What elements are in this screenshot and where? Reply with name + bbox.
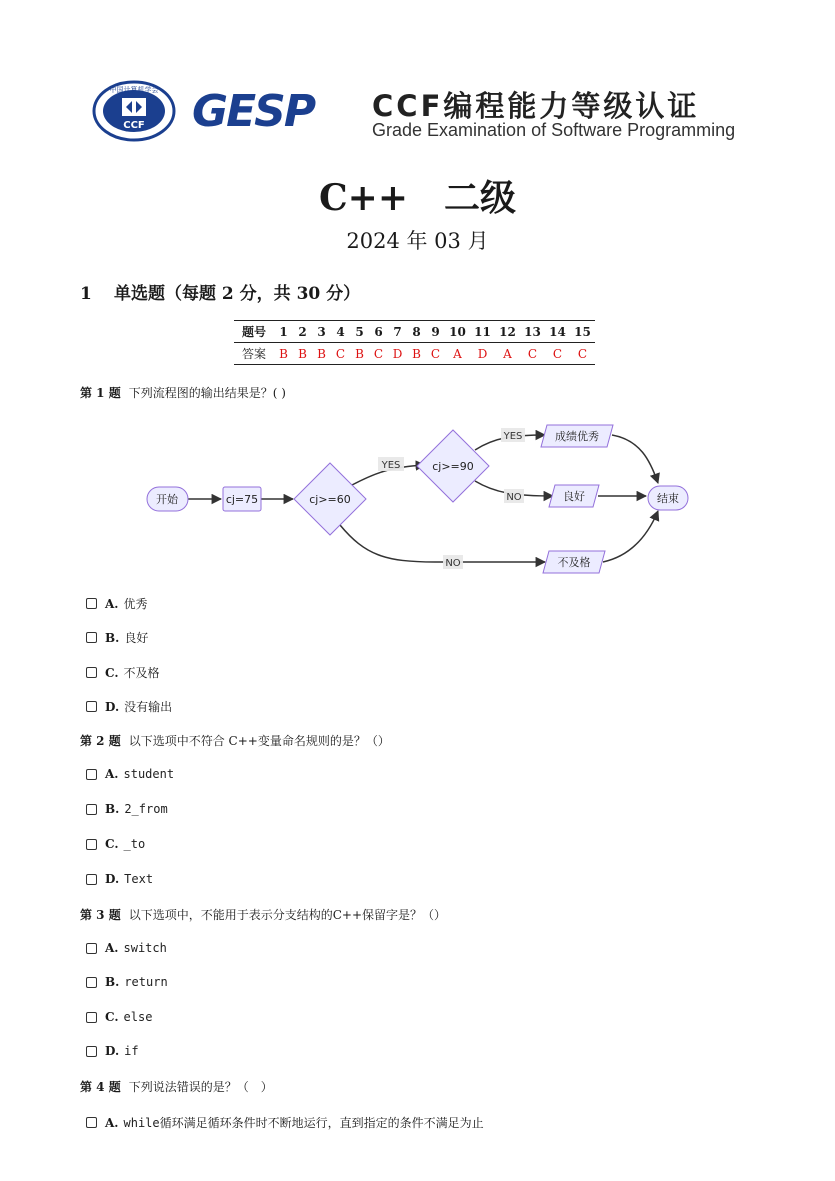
question-number: 12 bbox=[499, 324, 516, 339]
node-start-label: 开始 bbox=[156, 493, 178, 506]
answer-value: C bbox=[373, 346, 384, 361]
option-letter: C. bbox=[105, 665, 119, 680]
option-letter: D. bbox=[105, 699, 120, 714]
answer-table bbox=[234, 320, 595, 365]
answer-value: B bbox=[298, 346, 307, 361]
option-text: 没有输出 bbox=[124, 700, 173, 714]
option-letter: A. bbox=[105, 767, 119, 781]
question-number: 14 bbox=[549, 324, 566, 339]
answer-value: D bbox=[477, 346, 488, 361]
option-1a[interactable] bbox=[86, 595, 148, 612]
question-1 bbox=[80, 384, 286, 401]
section-number: 1 bbox=[80, 284, 92, 304]
ccf-logo-abbr: CCF bbox=[123, 120, 145, 131]
question-text: 下列流程图的输出结果是？( ) bbox=[128, 386, 286, 400]
checkbox[interactable] bbox=[86, 1012, 97, 1023]
question-text: 下列说法错误的是？（ ） bbox=[128, 1080, 273, 1094]
option-2c[interactable] bbox=[86, 837, 145, 851]
question-number: 10 bbox=[449, 324, 466, 339]
edge-fail-end bbox=[603, 511, 658, 562]
option-3b[interactable] bbox=[86, 975, 168, 989]
ccf-logo bbox=[92, 80, 176, 142]
option-1b[interactable] bbox=[86, 629, 148, 646]
option-letter: B. bbox=[105, 802, 120, 816]
option-code: Text bbox=[124, 872, 154, 886]
option-text: 优秀 bbox=[123, 597, 148, 611]
option-text: 循环满足循环条件时不断地运行，直到指定的条件不满足为止 bbox=[159, 1116, 484, 1130]
question-number: 9 bbox=[431, 324, 440, 339]
answer-value: D bbox=[392, 346, 403, 361]
option-code: student bbox=[123, 767, 175, 781]
cert-title: CCF编程能力等级认证 bbox=[372, 89, 700, 123]
option-code: while bbox=[123, 1115, 160, 1130]
node-excellent-label: 成绩优秀 bbox=[555, 430, 599, 443]
option-letter: C. bbox=[105, 1010, 119, 1024]
question-number: 11 bbox=[474, 324, 491, 339]
row-label-answer: 答案 bbox=[241, 347, 266, 361]
checkbox[interactable] bbox=[86, 769, 97, 780]
checkbox[interactable] bbox=[86, 701, 97, 712]
question-number: 8 bbox=[412, 324, 421, 339]
option-3a[interactable] bbox=[86, 941, 167, 955]
node-cond60-label: cj>=60 bbox=[309, 493, 351, 506]
gesp-logo bbox=[192, 84, 342, 134]
checkbox[interactable] bbox=[86, 1046, 97, 1057]
ccf-logo-text: 中国计算机学会 bbox=[109, 86, 159, 94]
question-label: 第 2 题 bbox=[80, 734, 121, 748]
question-label: 第 3 题 bbox=[80, 908, 121, 922]
edge-label-no: NO bbox=[506, 492, 522, 503]
section-title: 单选题（每题 2 分，共 30 分） bbox=[114, 284, 361, 304]
question-2 bbox=[80, 732, 390, 749]
edge-cond60-fail bbox=[340, 525, 545, 562]
option-3c[interactable] bbox=[86, 1010, 152, 1024]
question-text: 以下选项中不符合 C++变量命名规则的是？（） bbox=[128, 734, 390, 748]
section-heading bbox=[80, 279, 360, 304]
flowchart bbox=[135, 415, 695, 585]
question-4 bbox=[80, 1078, 273, 1095]
node-good-label: 良好 bbox=[563, 490, 585, 503]
option-letter: B. bbox=[105, 630, 120, 645]
question-number: 4 bbox=[336, 324, 345, 339]
option-2a[interactable] bbox=[86, 767, 174, 781]
answer-value: C bbox=[577, 346, 588, 361]
option-code: else bbox=[123, 1010, 153, 1024]
answer-value: B bbox=[355, 346, 364, 361]
option-letter: A. bbox=[105, 596, 119, 611]
checkbox[interactable] bbox=[86, 598, 97, 609]
question-number: 3 bbox=[317, 324, 326, 339]
option-letter: D. bbox=[105, 1044, 120, 1058]
option-letter: A. bbox=[105, 1115, 119, 1130]
answer-value: C bbox=[527, 346, 538, 361]
checkbox[interactable] bbox=[86, 943, 97, 954]
option-3d[interactable] bbox=[86, 1044, 139, 1058]
option-code: if bbox=[124, 1044, 139, 1058]
checkbox[interactable] bbox=[86, 667, 97, 678]
answer-value: A bbox=[453, 346, 462, 361]
question-number: 13 bbox=[524, 324, 541, 339]
checkbox[interactable] bbox=[86, 977, 97, 988]
option-text: 不及格 bbox=[123, 666, 160, 680]
cert-subtitle: Grade Examination of Software Programming bbox=[372, 120, 736, 140]
answer-table-header-row bbox=[234, 321, 595, 343]
answer-table-answer-row bbox=[234, 343, 595, 365]
exam-date: 2024 年 03 月 bbox=[346, 229, 489, 253]
option-4a[interactable] bbox=[86, 1114, 484, 1131]
checkbox[interactable] bbox=[86, 1117, 97, 1128]
exam-title: C++ 二级 bbox=[319, 177, 516, 219]
node-fail-label: 不及格 bbox=[557, 556, 591, 569]
option-2d[interactable] bbox=[86, 872, 153, 886]
question-number: 15 bbox=[574, 324, 591, 339]
question-number: 1 bbox=[279, 324, 288, 339]
option-code: 2_from bbox=[124, 802, 168, 816]
checkbox[interactable] bbox=[86, 804, 97, 815]
answer-value: A bbox=[503, 346, 512, 361]
question-text: 以下选项中，不能用于表示分支结构的C++保留字是？（） bbox=[128, 908, 447, 922]
question-3 bbox=[80, 906, 446, 923]
option-code: _to bbox=[123, 837, 146, 851]
node-assign-label: cj=75 bbox=[225, 493, 259, 506]
option-code: switch bbox=[123, 941, 167, 955]
edge-label-no: NO bbox=[445, 558, 461, 569]
option-code: return bbox=[124, 975, 168, 989]
answer-value: C bbox=[335, 346, 346, 361]
option-1c[interactable] bbox=[86, 664, 160, 681]
answer-value: B bbox=[279, 346, 288, 361]
question-number: 5 bbox=[355, 324, 364, 339]
node-cond90-label: cj>=90 bbox=[432, 460, 474, 473]
question-number: 7 bbox=[393, 324, 402, 339]
option-letter: A. bbox=[105, 941, 119, 955]
checkbox[interactable] bbox=[86, 839, 97, 850]
answer-value: B bbox=[317, 346, 326, 361]
edge-label-yes: YES bbox=[381, 460, 401, 471]
question-label: 第 4 题 bbox=[80, 1080, 121, 1094]
checkbox[interactable] bbox=[86, 632, 97, 643]
node-end-label: 结束 bbox=[657, 492, 679, 505]
answer-value: B bbox=[412, 346, 421, 361]
option-letter: B. bbox=[105, 975, 120, 989]
question-number: 2 bbox=[298, 324, 307, 339]
option-letter: D. bbox=[105, 872, 120, 886]
option-text: 良好 bbox=[124, 631, 149, 645]
option-2b[interactable] bbox=[86, 802, 168, 816]
answer-value: C bbox=[430, 346, 441, 361]
question-number: 6 bbox=[374, 324, 383, 339]
option-letter: C. bbox=[105, 837, 119, 851]
row-label-question: 题号 bbox=[241, 325, 266, 339]
question-label: 第 1 题 bbox=[80, 386, 121, 400]
checkbox[interactable] bbox=[86, 874, 97, 885]
answer-value: C bbox=[552, 346, 563, 361]
option-1d[interactable] bbox=[86, 698, 172, 715]
gesp-logo-text: GESP bbox=[192, 86, 315, 134]
edge-label-yes: YES bbox=[503, 431, 523, 442]
edge-excellent-end bbox=[612, 435, 658, 483]
